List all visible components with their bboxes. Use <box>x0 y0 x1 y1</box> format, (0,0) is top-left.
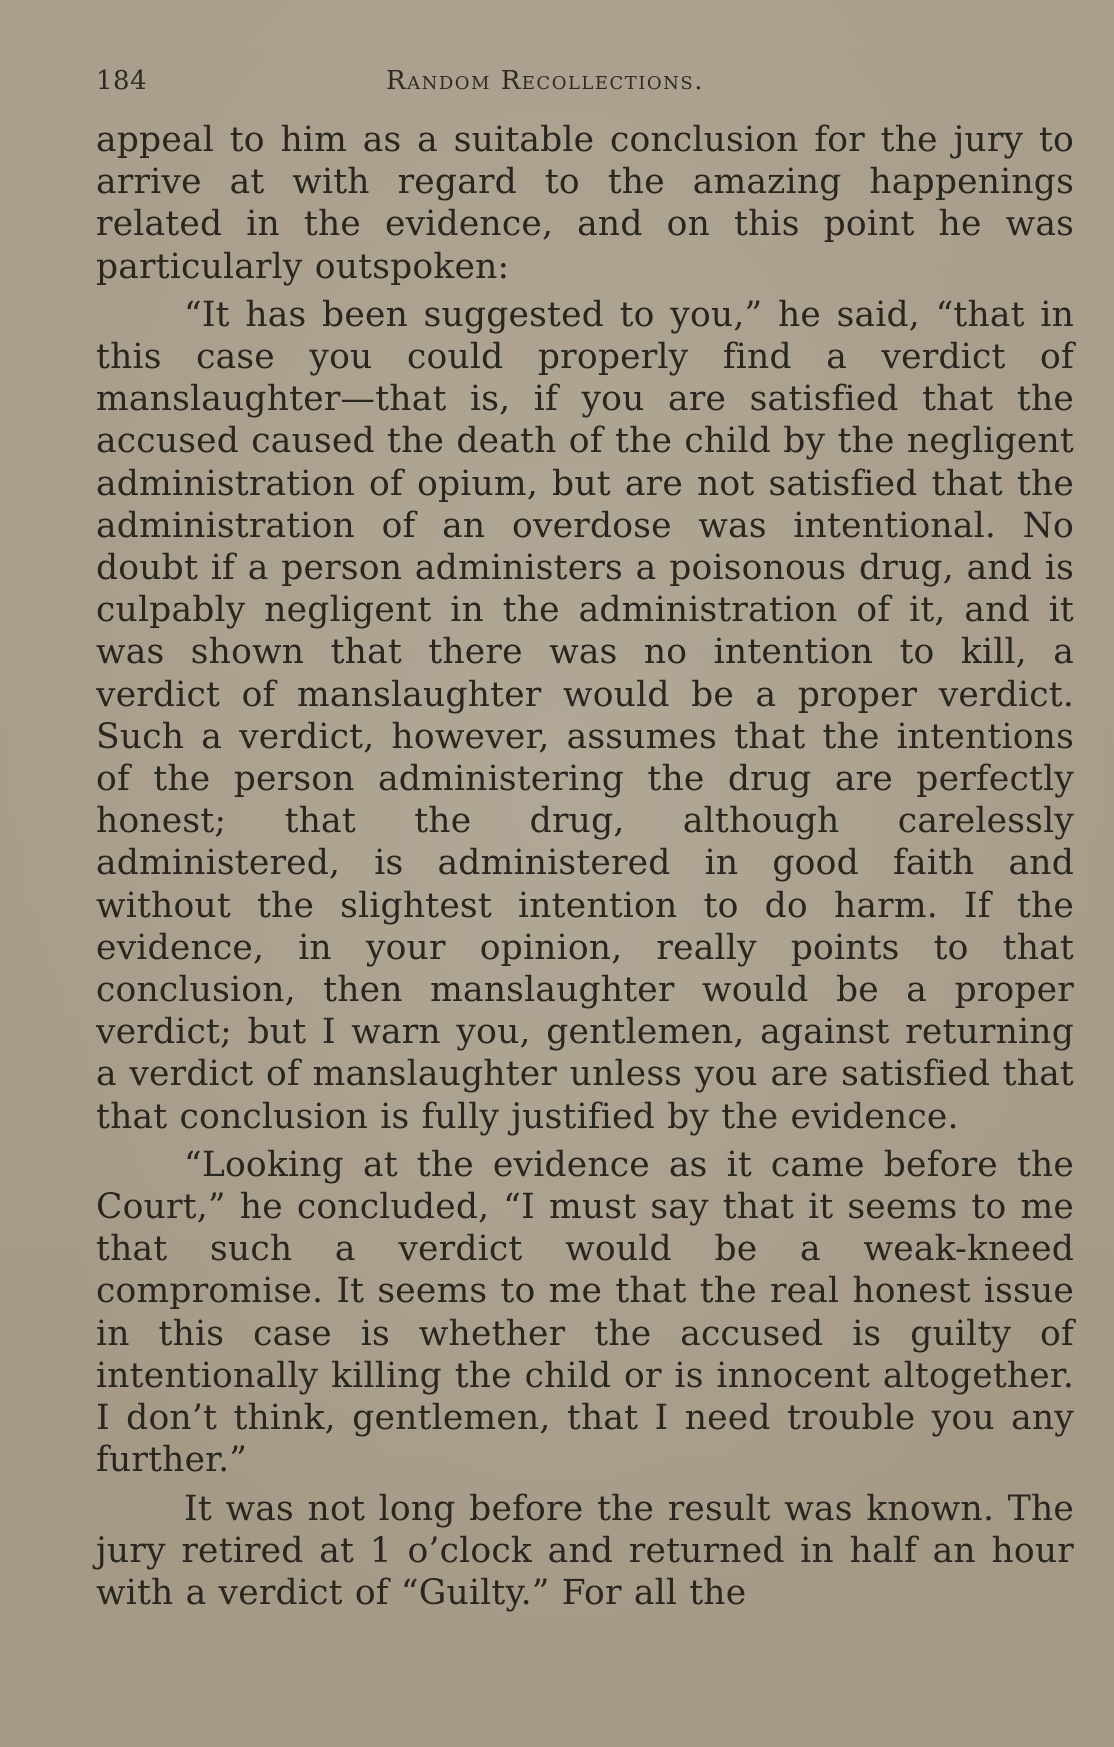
paragraph-judge-remarks: “It has been suggested to you,” he said, “that in this case you could properly find a verdict of manslaughter—that is, if you are satisfied that the accused caused the death of the child by the negligent administration of opium, but are not satisfied that the administration of an overdose was intentional. No doubt if a person administers a poisonous drug, and is culpably negligent in the administration of it, and it was shown that there was no intention to kill, a verdict of manslaughter would be a proper verdict. Such a verdict, however, assumes that the intentions of the person administering the drug are perfectly honest; that the drug, although carelessly administered, is administered in good faith and without the slightest intention to do harm. If the evidence, in your opinion, really points to that conclusion, then manslaughter would be a proper verdict; but I warn you, gentlemen, against returning a verdict of manslaughter unless you are satisfied that that conclusion is fully justified by the evidence. <box>96 294 1074 1137</box>
paragraph-continuation: appeal to him as a suitable conclusion for the jury to arrive at with regard to the amazing happenings related in the evidence, and on this point he was particularly outspoken: <box>96 120 1074 287</box>
page-number: 184 <box>96 66 148 96</box>
paragraph-verdict: It was not long before the result was known. The jury retired at 1 o’clock and returned in half an hour with a verdict of “Guilty.” For all the <box>96 1488 1074 1613</box>
paragraph-judge-conclusion: “Looking at the evidence as it came before the Court,” he concluded, “I must say that it seems to me that such a verdict would be a weak-kneed compromise. It seems to me that the real honest issue in this case is whether the accused is guilty of intentionally killing the child or is innocent altogether. I don’t think, gentlemen, that I need trouble you any further.” <box>96 1144 1074 1481</box>
running-title: Random Recollections. <box>386 66 704 96</box>
running-head <box>96 66 1076 106</box>
body-text <box>96 119 1074 1614</box>
